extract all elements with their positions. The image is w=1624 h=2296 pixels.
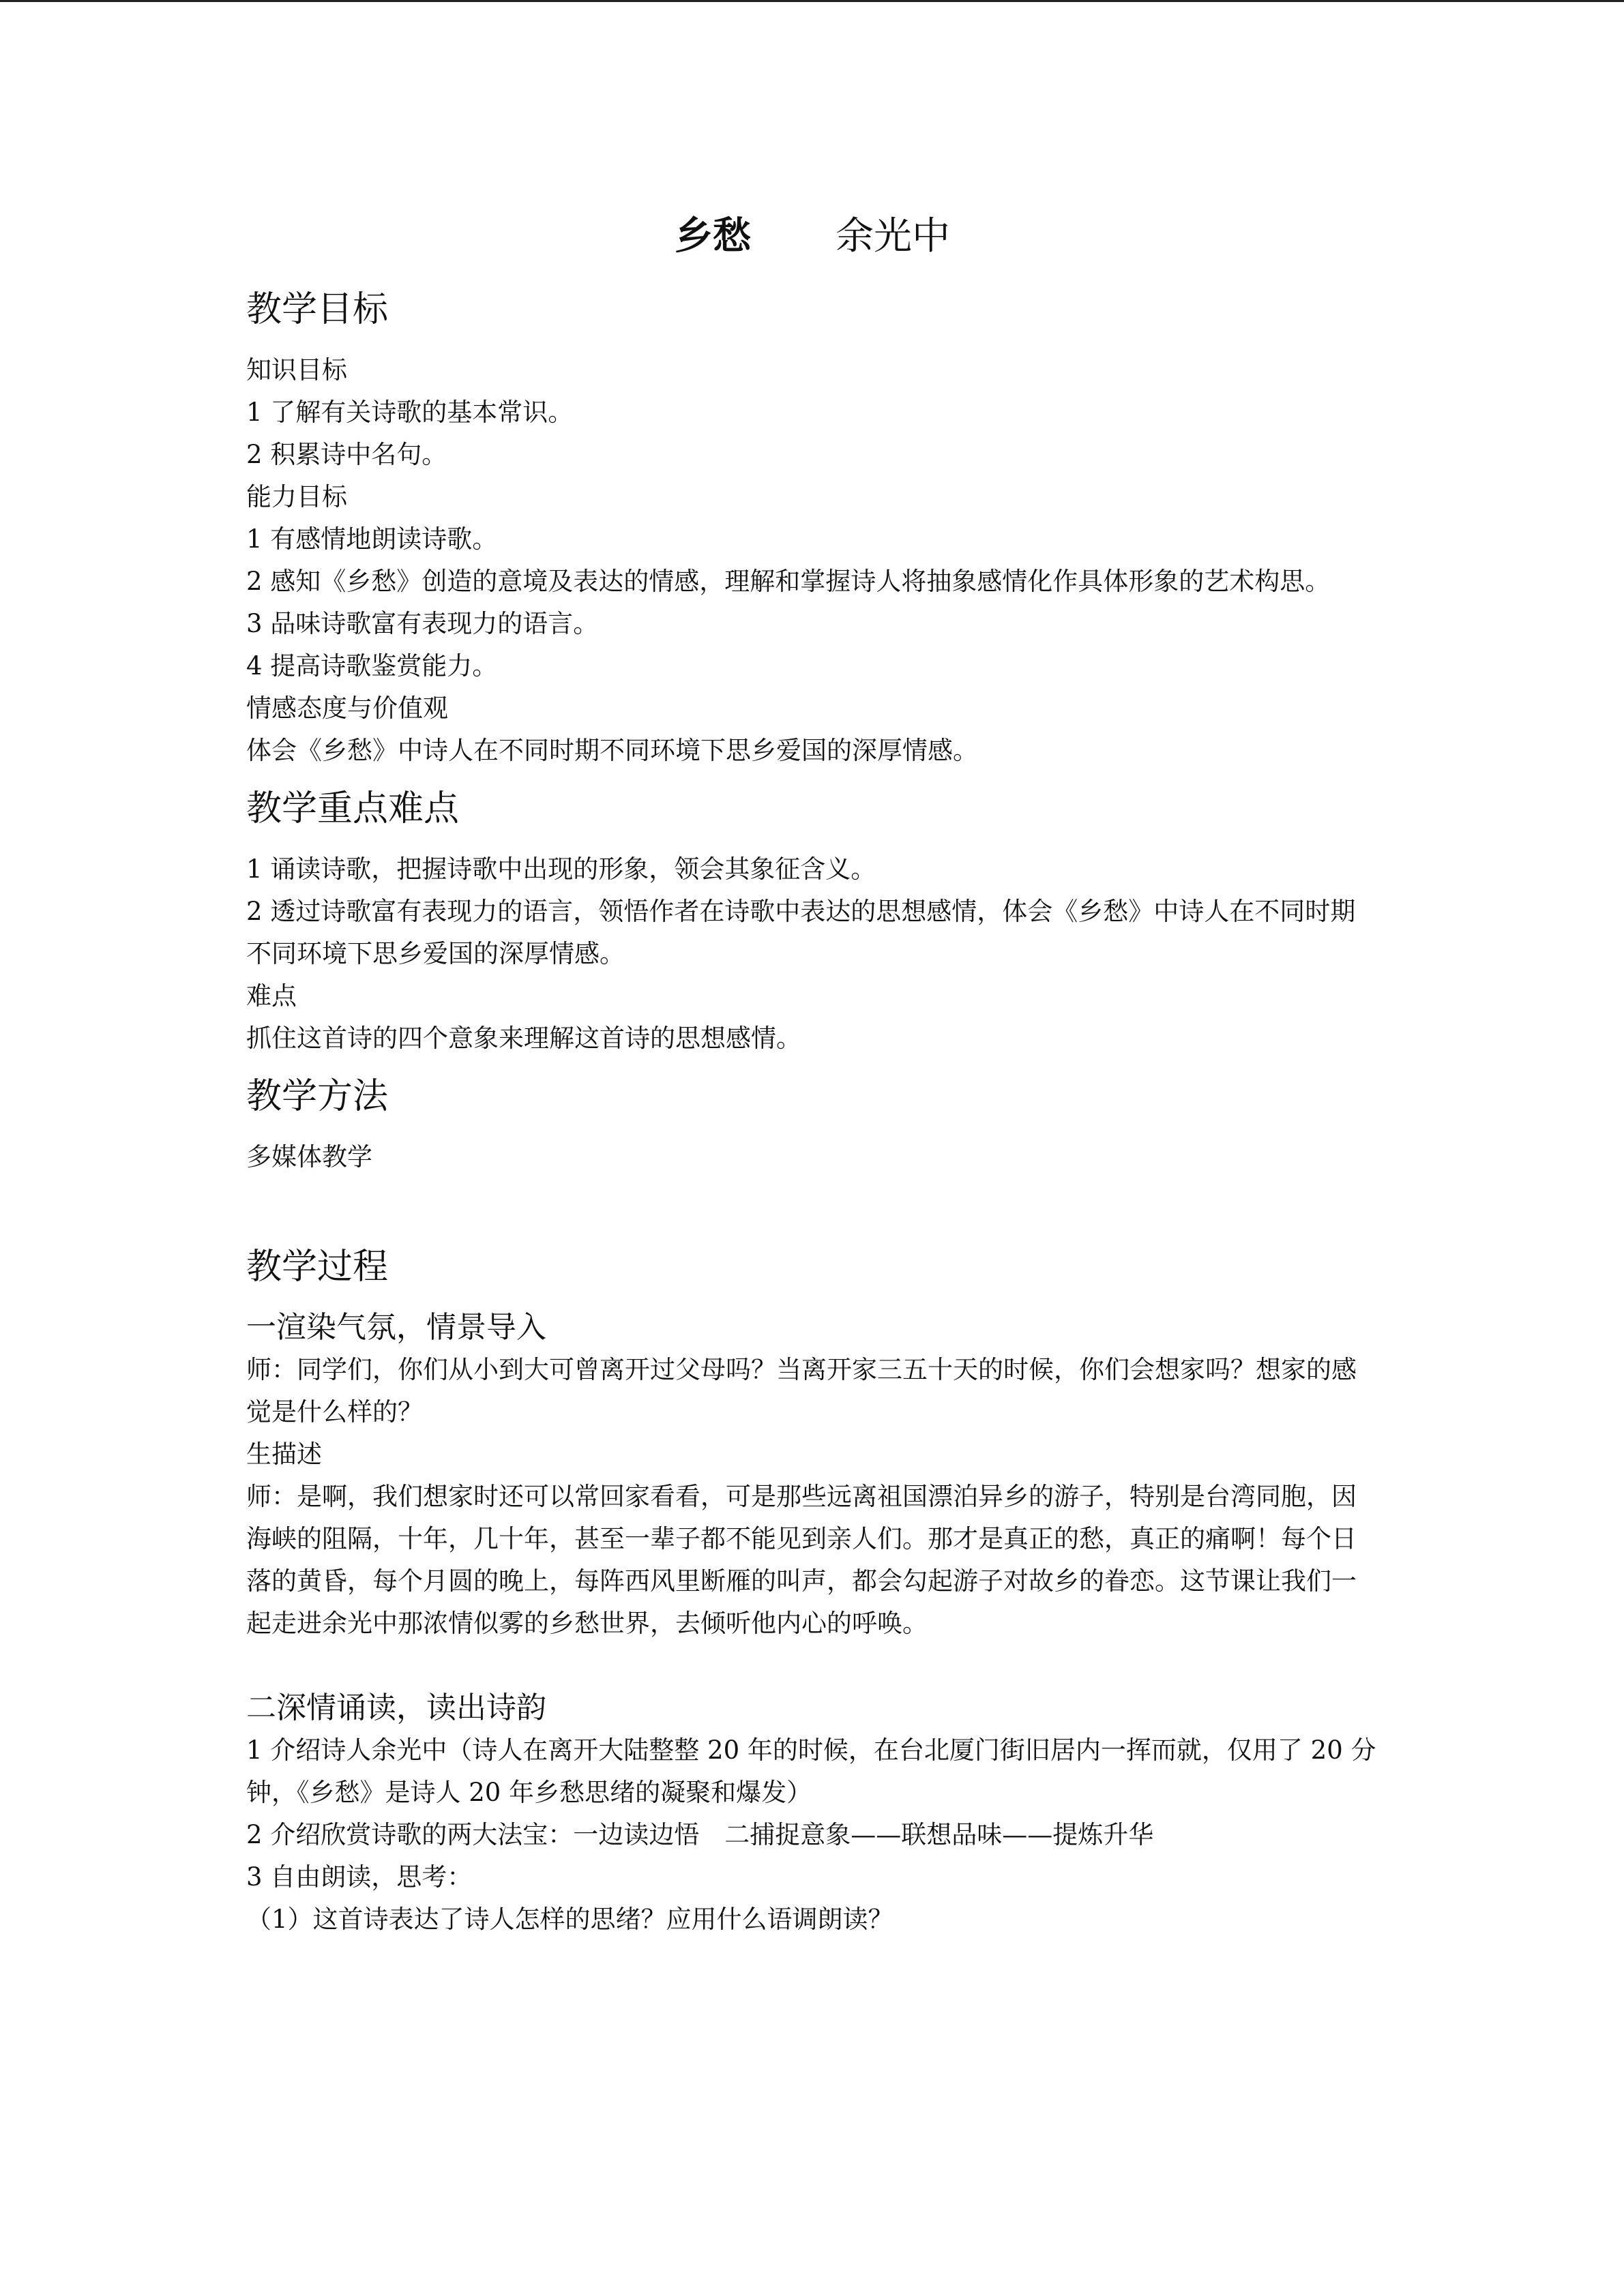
difficulty-label: 难点 bbox=[246, 981, 297, 1011]
method-text: 多媒体教学 bbox=[246, 1142, 372, 1172]
ability-goal-item: 3 品味诗歌富有表现力的语言。 bbox=[246, 609, 599, 638]
difficulty-text: 抓住这首诗的四个意象来理解这首诗的思想感情。 bbox=[246, 1024, 801, 1053]
key-point-item: 1 诵读诗歌，把握诗歌中出现的形象，领会其象征含义。 bbox=[246, 854, 876, 884]
poem-author: 余光中 bbox=[836, 214, 950, 258]
process-part2-item: 3 自由朗读，思考： bbox=[246, 1862, 473, 1892]
emotion-goal-text: 体会《乡愁》中诗人在不同时期不同环境下思乡爱国的深厚情感。 bbox=[246, 736, 978, 765]
top-border-rule bbox=[0, 0, 1624, 2]
process-part2-heading: 二深情诵读，读出诗韵 bbox=[246, 1690, 546, 1725]
ability-goal-item: 4 提高诗歌鉴赏能力。 bbox=[246, 651, 498, 681]
process-part2-item: 1 介绍诗人余光中（诗人在离开大陆整整 20 年的时候，在台北厦门街旧居内一挥而就，仅用了 20 分钟，《乡愁》是诗人 20 年乡愁思绪的凝聚和爆发） bbox=[246, 1735, 1376, 1807]
process-part2-item: 2 介绍欣赏诗歌的两大法宝：一边读边悟 二捕捉意象——联想品味——提炼升华 bbox=[246, 1820, 1154, 1849]
section-heading-process: 教学过程 bbox=[246, 1247, 389, 1287]
knowledge-goal-item: 2 积累诗中名句。 bbox=[246, 440, 447, 469]
section-heading-key-points: 教学重点难点 bbox=[246, 788, 460, 829]
knowledge-goal-item: 1 了解有关诗歌的基本常识。 bbox=[246, 398, 574, 427]
poem-title: 乡愁 bbox=[675, 213, 751, 258]
ability-goal-item: 2 感知《乡愁》创造的意境及表达的情感，理解和掌握诗人将抽象感情化作具体形象的艺术构思。 bbox=[246, 567, 1331, 596]
document-page bbox=[246, 205, 1378, 1941]
document-title bbox=[246, 205, 1378, 267]
process-part2-question: （1）这首诗表达了诗人怎样的思绪？应用什么语调朗读？ bbox=[246, 1905, 894, 1934]
knowledge-goal-label: 知识目标 bbox=[246, 355, 347, 385]
student-response: 生描述 bbox=[246, 1440, 322, 1469]
process-part1-heading: 一渲染气氛，情景导入 bbox=[246, 1310, 546, 1345]
ability-goal-label: 能力目标 bbox=[246, 482, 347, 511]
ability-goal-item: 1 有感情地朗读诗歌。 bbox=[246, 524, 498, 554]
teacher-question: 师：同学们，你们从小到大可曾离开过父母吗？当离开家三五十天的时候，你们会想家吗？想家的感觉是什么样的？ bbox=[246, 1355, 1357, 1427]
section-heading-method: 教学方法 bbox=[246, 1076, 389, 1117]
teacher-talk: 师：是啊，我们想家时还可以常回家看看，可是那些远离祖国漂泊异乡的游子，特别是台湾同胞，因海峡的阻隔，十年，几十年，甚至一辈子都不能见到亲人们。那才是真正的愁，真正的痛啊！每个日落的黄昏，每个月圆的晚上，每阵西风里断雁的叫声，都会勾起游子对故乡的眷恋。这节课让我们一起走进余光中那浓情似雾的乡愁世界，去倾听他内心的呼唤。 bbox=[246, 1482, 1357, 1638]
emotion-goal-label: 情感态度与价值观 bbox=[246, 694, 448, 723]
key-point-item: 2 透过诗歌富有表现力的语言，领悟作者在诗歌中表达的思想感情，体会《乡愁》中诗人在不同时期不同环境下思乡爱国的深厚情感。 bbox=[246, 897, 1356, 968]
section-heading-goals: 教学目标 bbox=[246, 289, 389, 330]
